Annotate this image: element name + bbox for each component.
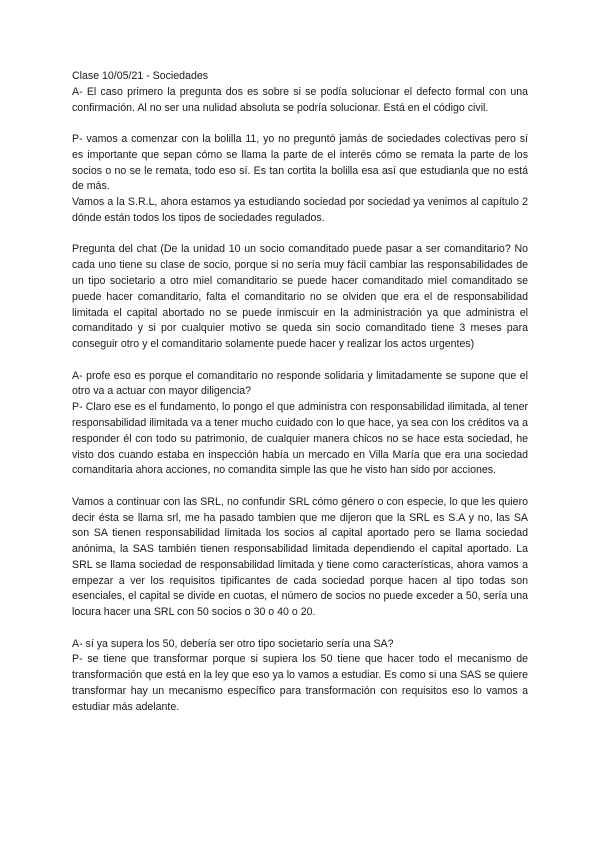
paragraph-text: Vamos a la S.R.L, ahora estamos ya estudiando sociedad por sociedad ya venimos al capítulo 2 dónde están todos los tipos de sociedades regulados. [72, 196, 528, 224]
paragraph-text: P- Claro ese es el fundamento, lo pongo el que administra con responsabilidad ilimitada, al tener responsabilidad ilimitada va a tener mucho cuidado con lo que hace, ya sea con los créditos va a responder él con todo su patrimonio, de cualquier manera chicos no se hace esta sociedad, he visto dos cuando estaba en inspección había un mercado en Villa María que era una sociedad comanditaria ahora acciones, no comandita simple las que he visto han sido por acciones. [72, 401, 528, 477]
paragraph-text: A- sí ya supera los 50, debería ser otro tipo societario sería una SA? [72, 637, 394, 650]
paragraph-text: Pregunta del chat (De la unidad 10 un socio comanditado puede pasar a ser comanditario? No cada uno tiene su clase de socio, porque si no sería muy fácil cambiar las responsabilidades de un tipo societario a otro miel comanditario se puede hacer comanditado miel comanditado se puede hacer comanditario, falta el comanditario no se olviden que era el de responsabilidad limitada el capital abortado no se puede inmiscuir en la administración ya que administra el comanditado y si por cualquier motivo se queda sin socio comanditado tiene 3 meses para conseguir otro y el comanditario solamente puede hacer y realizar los actos urgentes) [72, 243, 528, 351]
document-title: Clase 10/05/21 - Sociedades [72, 70, 209, 82]
paragraph-block-6 [72, 637, 528, 716]
paragraph-block-3 [72, 242, 528, 353]
paragraph-text: Vamos a continuar con las SRL, no confundir SRL cómo género o con especie, lo que les quiero decir ésta se llama srl, me ha pasado tambien que me dijeron que la SRL es S.A y no, las SA son SA tienen responsabilidad limitada los socios al capital aportado pero se llama sociedad anónima, la SAS también tienen responsabilidad limitada dependiendo el capital aportado. La SRL se llama sociedad de responsabilidad limitada y tiene como características, ahora vamos a empezar a ver los requisitos tipificantes de cada sociedad porque hacen al tipo todas son esenciales, el capital se divide en cuotas, el número de socios no puede exceder a 50, sería una locura hacer una SRL con 50 socios o 30 o 40 o 20. [72, 495, 528, 619]
paragraph-text: A- El caso primero la pregunta dos es sobre si se podía solucionar el defecto formal con una confirmación. Al no ser una nulidad absoluta se podría solucionar. Está en el código civil. [72, 85, 528, 114]
paragraph-text: P- se tiene que transformar porque si supiera los 50 tiene que hacer todo el mecanismo de transformación que está en la ley que eso ya lo vamos a estudiar. Es como si una SAS se quiere transformar hay un mecanismo específico para transformación con requisitos eso lo vamos a estudiar más adelante. [72, 653, 528, 713]
paragraph-block-1 [72, 85, 528, 117]
paragraph-text: A- profe eso es porque el comanditario no responde solidaria y limitadamente se supone que el otro va a actuar con mayor diligencia? [72, 369, 528, 398]
paragraph-text: P- vamos a comenzar con la bolilla 11, yo no preguntó jamás de sociedades colectivas pero sí es importante que sepan cómo se llama la parte de el interés cómo se remata la parte de los socios o no se le remata, todo eso sí. Es tan cortita la bolilla esa así que estudianla que no está de más. [72, 132, 528, 193]
paragraph-block-2 [72, 132, 528, 227]
paragraph-block-5 [72, 495, 528, 621]
document-page [72, 69, 528, 731]
paragraph-block-4 [72, 369, 528, 480]
